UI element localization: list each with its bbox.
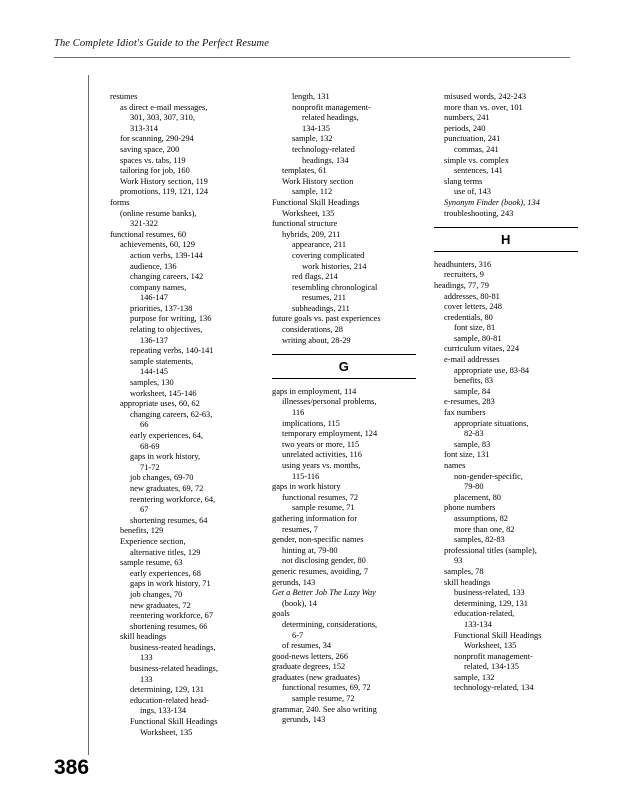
index-entry: new graduates, 72 xyxy=(130,600,191,610)
index-entry: commas, 241 xyxy=(454,144,499,154)
index-entry: functional structure xyxy=(272,219,338,229)
index-entry: gaps in work history xyxy=(272,482,341,492)
index-entry: ings, 133-134 xyxy=(140,706,187,716)
running-head: The Complete Idiot's Guide to the Perfect Resume xyxy=(54,38,269,49)
index-entry: job changes, 70 xyxy=(130,589,183,599)
index-entry: business-reated headings, xyxy=(130,642,216,652)
index-entry: 71-72 xyxy=(140,462,160,472)
index-entry: professional titles (sample), xyxy=(444,545,537,555)
index-entry: addresses, 80-81 xyxy=(444,291,500,301)
index-entry: numbers, 241 xyxy=(444,113,490,123)
index-entry: non-gender-specific, xyxy=(454,471,523,481)
index-entry: reentering workforce, 64, xyxy=(130,494,216,504)
index-entry: functional resumes, 69, 72 xyxy=(282,683,371,693)
index-entry: red flags, 214 xyxy=(292,272,338,282)
index-entry: audience, 136 xyxy=(130,261,177,271)
index-entry: worksheet, 145-146 xyxy=(130,388,197,398)
index-entry: tailoring for job, 160 xyxy=(120,166,190,176)
index-entry: 313-314 xyxy=(130,123,158,133)
column-1-entries xyxy=(110,92,254,738)
letter-heading-g: G xyxy=(338,359,350,375)
index-entry: resumes xyxy=(110,92,138,101)
index-entry: alternative titles, 129 xyxy=(130,547,201,557)
index-entry: education-related, xyxy=(454,609,515,619)
letter-heading-h: H xyxy=(501,232,511,248)
letter-section-g xyxy=(272,354,416,379)
index-entry: relating to objectives, xyxy=(130,325,203,335)
index-entry: changing careers, 62-63, xyxy=(130,409,213,419)
index-entry: e-mail addresses xyxy=(444,355,500,365)
index-entry: related headings, xyxy=(302,113,359,123)
index-entry: 115-116 xyxy=(292,471,320,481)
index-column-2 xyxy=(272,92,416,732)
index-entry: for scanning, 290-294 xyxy=(120,134,194,144)
index-entry: 116 xyxy=(292,408,305,418)
index-entry: Worksheet, 135 xyxy=(140,727,193,737)
index-entry: (book), 14 xyxy=(282,598,317,608)
index-entry: Get a Better Job The Lazy Way xyxy=(272,588,376,598)
index-entry: work histories, 214 xyxy=(302,261,367,271)
index-entry: resumes, 211 xyxy=(302,293,346,303)
index-entry: sample resume, 72 xyxy=(292,694,355,704)
index-entry: resumes, 7 xyxy=(282,524,318,534)
index-entry: hybrids, 209, 211 xyxy=(282,229,341,239)
index-entry: gathering information for xyxy=(272,513,358,523)
index-entry: sample resume, 63 xyxy=(120,558,183,568)
index-entry: periods, 240 xyxy=(444,123,486,133)
index-entry: benefits, 83 xyxy=(454,376,494,386)
index-entry: of resumes, 34 xyxy=(282,641,332,651)
index-entry: skill headings xyxy=(120,632,167,642)
index-entry: 68-69 xyxy=(140,441,160,451)
index-entry: slang terms xyxy=(444,176,483,186)
index-entry: samples, 82-83 xyxy=(454,535,505,545)
index-entry: 133 xyxy=(140,674,153,684)
header-rule xyxy=(54,57,570,58)
index-entry: covering complicated xyxy=(292,250,365,260)
index-entry: reentering workforce, 67 xyxy=(130,611,214,621)
index-entry: misused words, 242-243 xyxy=(444,92,527,101)
index-entry: sample resume, 71 xyxy=(292,503,355,513)
index-entry: names xyxy=(444,461,466,470)
index-entry: sample, 83 xyxy=(454,439,491,449)
index-entry: promotions, 119, 121, 124 xyxy=(120,187,209,197)
index-entry: 66 xyxy=(140,420,149,430)
index-entry: 133 xyxy=(140,653,153,663)
index-entry: 6-7 xyxy=(292,630,304,640)
letter-section-h xyxy=(434,227,578,252)
index-entry: Experience section, xyxy=(120,536,186,546)
index-entry: use of, 143 xyxy=(454,187,491,197)
index-column-1 xyxy=(110,92,254,737)
index-entry: business-related, 133 xyxy=(454,588,525,598)
index-entry: sentences, 141 xyxy=(454,166,503,176)
index-column-3 xyxy=(434,92,578,732)
index-entry: considerations, 28 xyxy=(282,325,343,335)
index-entry: (online resume banks), xyxy=(120,208,197,218)
index-entry: troubleshooting, 243 xyxy=(444,208,514,218)
index-entry: phone numbers xyxy=(444,503,496,513)
left-margin-rule xyxy=(88,75,89,755)
index-entry: benefits, 129 xyxy=(120,526,164,536)
index-entry: purpose for writing, 136 xyxy=(130,314,212,324)
index-entry: business-related headings, xyxy=(130,664,218,674)
index-entry: illnesses/personal problems, xyxy=(282,397,377,407)
index-entry: 67 xyxy=(140,505,149,515)
index-entry: 146-147 xyxy=(140,293,168,303)
index-entry: 134-135 xyxy=(302,123,330,133)
index-entry: functional resumes, 60 xyxy=(110,229,187,239)
index-entry: samples, 78 xyxy=(444,566,484,576)
index-entry: appropriate uses, 60, 62 xyxy=(120,399,200,409)
index-entry: changing careers, 142 xyxy=(130,272,204,282)
index-entry: graduate degrees, 152 xyxy=(272,662,346,672)
index-entry: fax numbers xyxy=(444,408,486,418)
column-3-entries xyxy=(434,92,578,219)
letter-rule-bottom-h xyxy=(434,251,578,252)
letter-rule-top-g xyxy=(272,354,416,355)
index-entry: technology-related xyxy=(292,144,355,154)
index-entry: functional resumes, 72 xyxy=(282,492,359,502)
index-entry: more than vs. over, 101 xyxy=(444,102,523,112)
index-entry: appropriate situations, xyxy=(454,418,529,428)
index-entry: 301, 303, 307, 310, xyxy=(130,113,195,123)
index-entry: Functional Skill Headings xyxy=(454,630,542,640)
index-entry: templates, 61 xyxy=(282,166,327,176)
index-entry: new graduates, 69, 72 xyxy=(130,483,204,493)
index-entry: education-related head- xyxy=(130,695,209,705)
index-columns xyxy=(110,92,578,737)
index-entry: Work History section xyxy=(282,176,354,186)
index-entry: unrelated activities, 116 xyxy=(282,450,362,460)
index-entry: as direct e-mail messages, xyxy=(120,102,208,112)
index-entry: company names, xyxy=(130,282,187,292)
index-entry: subheadings, 211 xyxy=(292,303,350,313)
index-entry: gaps in work history, 71 xyxy=(130,579,211,589)
index-entry: gaps in work history, xyxy=(130,452,201,462)
index-entry: font size, 81 xyxy=(454,323,496,333)
index-entry: skill headings xyxy=(444,577,491,587)
index-entry: Worksheet, 135 xyxy=(282,208,335,218)
index-entry: hinting at, 79-80 xyxy=(282,545,338,555)
index-entry: gerunds, 143 xyxy=(272,577,316,587)
index-entry: headhunters, 316 xyxy=(434,259,492,269)
index-entry: sample, 80-81 xyxy=(454,333,502,343)
index-entry: sample, 112 xyxy=(292,187,333,197)
column-2-entries xyxy=(272,92,416,346)
index-entry: sample, 132 xyxy=(292,134,333,144)
index-entry: graduates (new graduates) xyxy=(272,672,360,682)
index-entry: Worksheet, 135 xyxy=(464,641,517,651)
index-entry: saving space, 200 xyxy=(120,144,180,154)
index-entry: 79-80 xyxy=(464,482,484,492)
index-entry: nonprofit management- xyxy=(292,102,371,112)
index-entry: goals xyxy=(272,609,290,619)
index-entry: sample statements, xyxy=(130,356,194,366)
index-entry: font size, 131 xyxy=(444,450,490,460)
index-entry: 321-322 xyxy=(130,219,158,229)
index-entry: e-resumes, 283 xyxy=(444,397,495,407)
index-entry: action verbs, 139-144 xyxy=(130,250,203,260)
index-entry: 93 xyxy=(454,556,463,566)
index-entry: 136-137 xyxy=(140,335,168,345)
index-entry: not disclosing gender, 80 xyxy=(282,556,366,566)
index-entry: job changes, 69-70 xyxy=(130,473,194,483)
index-entry: headings, 134 xyxy=(302,155,349,165)
index-entry: samples, 130 xyxy=(130,378,174,388)
index-entry: curriculum vitaes, 224 xyxy=(444,344,520,354)
index-entry: grammar, 240. See also writing xyxy=(272,704,377,714)
index-entry: two years or more, 115 xyxy=(282,439,360,449)
index-entry: forms xyxy=(110,197,130,207)
index-entry: Work History section, 119 xyxy=(120,176,208,186)
column-3-letter-entries xyxy=(434,260,578,694)
index-entry: temporary employment, 124 xyxy=(282,429,378,439)
column-2-letter-entries xyxy=(272,387,416,726)
index-entry: priorities, 137-138 xyxy=(130,303,193,313)
index-entry: recruiters, 9 xyxy=(444,270,484,280)
index-entry: 82-83 xyxy=(464,429,484,439)
index-entry: technology-related, 134 xyxy=(454,683,534,693)
index-entry: determining, 129, 131 xyxy=(130,685,204,695)
page-number: 386 xyxy=(54,756,90,779)
index-entry: writing about, 28-29 xyxy=(282,335,351,345)
index-entry: shortening resumes, 66 xyxy=(130,621,208,631)
index-entry: 144-145 xyxy=(140,367,168,377)
index-entry: gender, non-specific names xyxy=(272,535,364,545)
index-entry: gerunds, 143 xyxy=(282,715,326,725)
index-entry: determining, considerations, xyxy=(282,619,378,629)
index-entry: cover letters, 248 xyxy=(444,302,502,312)
letter-rule-top-h xyxy=(434,227,578,228)
index-entry: good-news letters, 266 xyxy=(272,651,349,661)
index-entry: spaces vs. tabs, 119 xyxy=(120,155,186,165)
index-entry: early experiences, 68 xyxy=(130,568,201,578)
index-entry: shortening resumes, 64 xyxy=(130,515,208,525)
index-entry: assumptions, 82 xyxy=(454,513,508,523)
index-entry: gaps in employment, 114 xyxy=(272,386,357,396)
index-entry: credentials, 80 xyxy=(444,312,493,322)
index-entry: headings, 77, 79 xyxy=(434,280,489,290)
index-entry: Functional Skill Headings xyxy=(130,717,218,727)
index-entry: appearance, 211 xyxy=(292,240,347,250)
index-entry: nonprofit management- xyxy=(454,651,533,661)
index-entry: sample, 84 xyxy=(454,386,491,396)
index-entry: implications, 115 xyxy=(282,418,340,428)
index-entry: punctuation, 241 xyxy=(444,134,501,144)
index-entry: length, 131 xyxy=(292,92,330,101)
index-entry: resembling chronological xyxy=(292,282,378,292)
index-entry: using years vs. months, xyxy=(282,461,361,470)
index-entry: future goals vs. past experiences xyxy=(272,314,381,324)
index-entry: more than one, 82 xyxy=(454,524,515,534)
index-entry: simple vs. complex xyxy=(444,155,509,165)
index-entry: generic resumes, avoiding, 7 xyxy=(272,566,369,576)
index-entry: Synonym Finder (book), 134 xyxy=(444,197,540,207)
letter-rule-bottom-g xyxy=(272,378,416,379)
index-entry: repeating verbs, 140-141 xyxy=(130,346,214,356)
index-entry: early experiences, 64, xyxy=(130,431,204,440)
index-entry: Functional Skill Headings xyxy=(272,197,360,207)
index-entry: achievements, 60, 129 xyxy=(120,240,195,250)
index-entry: sample, 132 xyxy=(454,672,495,682)
index-entry: determining, 129, 131 xyxy=(454,598,528,608)
index-entry: placement, 80 xyxy=(454,492,501,502)
index-entry: 133-134 xyxy=(464,619,492,629)
index-entry: appropriate use, 83-84 xyxy=(454,365,530,375)
index-entry: related, 134-135 xyxy=(464,662,519,672)
